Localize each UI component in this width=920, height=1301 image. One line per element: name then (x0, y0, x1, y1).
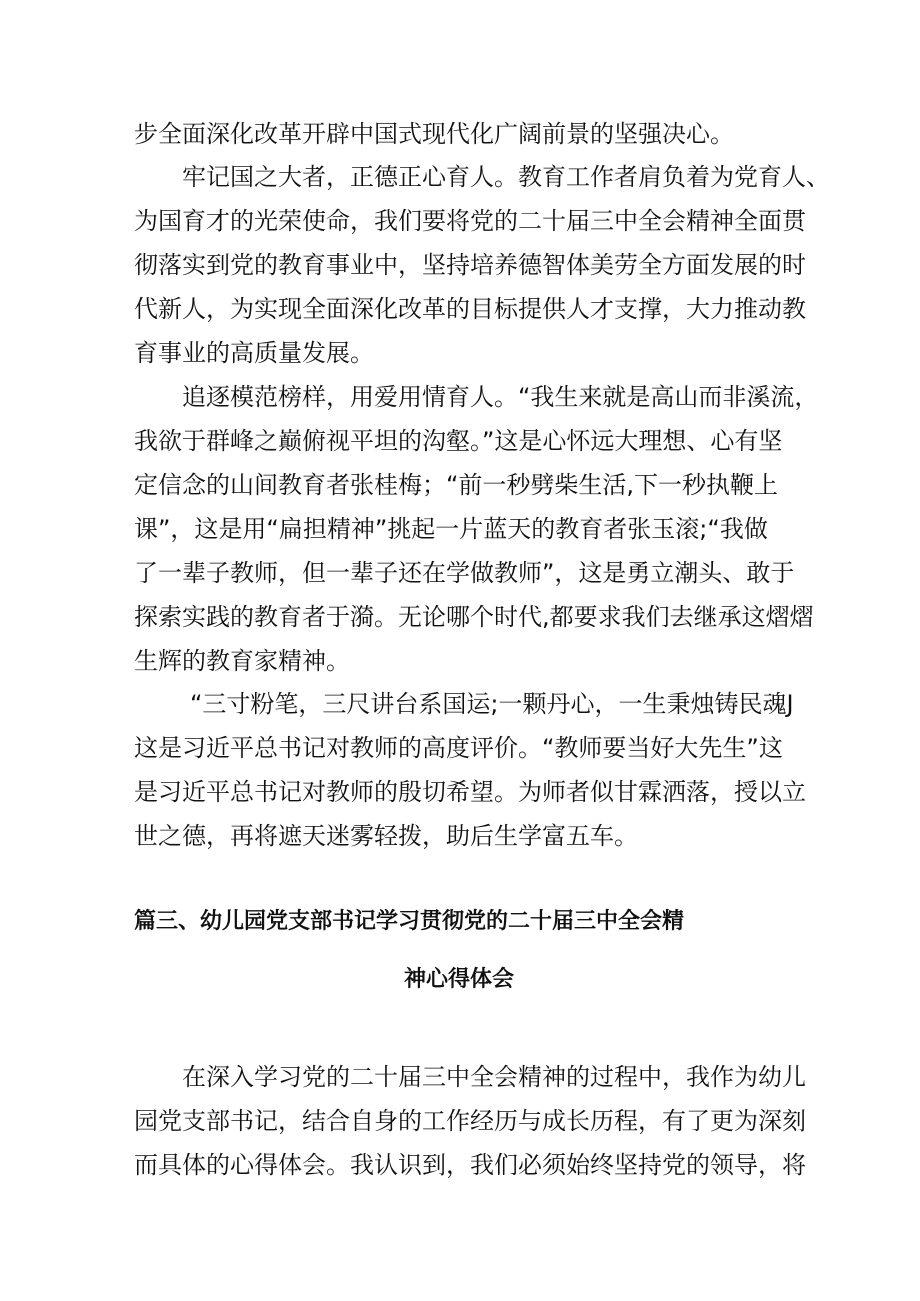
paragraph-4-line-1: “三寸粉笔，三尺讲台系国运;一颗丹心，一生秉烛铸民魂J (190, 690, 794, 718)
section-title-line-1: 篇三、幼儿园党支部书记学习贯彻党的二十届三中全会精 (134, 909, 685, 934)
paragraph-2-line-1: 牢记国之大者，正德正心育人。教育工作者肩负着为党育人、 (182, 163, 830, 191)
paragraph-3-line-2: 我欲于群峰之巅俯视平坦的沟壑。”这是心怀远大理想、心有坚 (134, 427, 783, 455)
paragraph-3-line-5: 了一辈子教师，但一辈子还在学做教师”，这是勇立潮头、敢于 (134, 559, 795, 587)
paragraph-1-line-1: 步全面深化改革开辟中国式现代化广阔前景的坚强决心。 (134, 120, 734, 148)
paragraph-4-line-3: 是习近平总书记对教师的殷切希望。为师者似甘霖洒落，授以立 (134, 778, 806, 806)
paragraph-2-line-3: 彻落实到党的教育事业中，坚持培养德智体美劳全方面发展的时 (134, 251, 806, 279)
paragraph-3-line-7: 生辉的教育家精神。 (134, 647, 350, 675)
paragraph-3-line-6: 探索实践的教育者于漪。无论哪个时代,都要求我们去继承这熠熠 (134, 603, 814, 631)
paragraph-3-line-1: 追逐模范榜样，用爱用情育人。“我生来就是高山而非溪流， (182, 383, 819, 411)
section-title-line-2: 神心得体会 (404, 967, 515, 992)
paragraph-4-line-2: 这是习近平总书记对教师的高度评价。“教师要当好大先生”这 (134, 734, 783, 762)
paragraph-2-line-5: 育事业的高质量发展。 (134, 339, 374, 367)
final-paragraph-line-1: 在深入学习党的二十届三中全会精神的过程中，我作为幼儿 (182, 1063, 806, 1091)
paragraph-4-line-4: 世之德，再将遮天迷雾轻拨，助后生学富五车。 (134, 822, 638, 850)
final-paragraph-line-2: 园党支部书记，结合自身的工作经历与成长历程，有了更为深刻 (134, 1107, 806, 1135)
paragraph-3-line-3: 定信念的山间教育者张桂梅；“前一秒劈柴生活,下一秒执鞭上 (134, 471, 779, 499)
paragraph-2-line-2: 为国育才的光荣使命，我们要将党的二十届三中全会精神全面贯 (134, 207, 806, 235)
paragraph-2-line-4: 代新人，为实现全面深化改革的目标提供人才支撑，大力推动教 (134, 295, 806, 323)
final-paragraph-line-3: 而具体的心得体会。我认识到，我们必须始终坚持党的领导，将 (134, 1151, 806, 1179)
paragraph-3-line-4: 课”，这是用“扁担精神”挑起一片蓝天的教育者张玉滚;“我做 (134, 515, 768, 543)
